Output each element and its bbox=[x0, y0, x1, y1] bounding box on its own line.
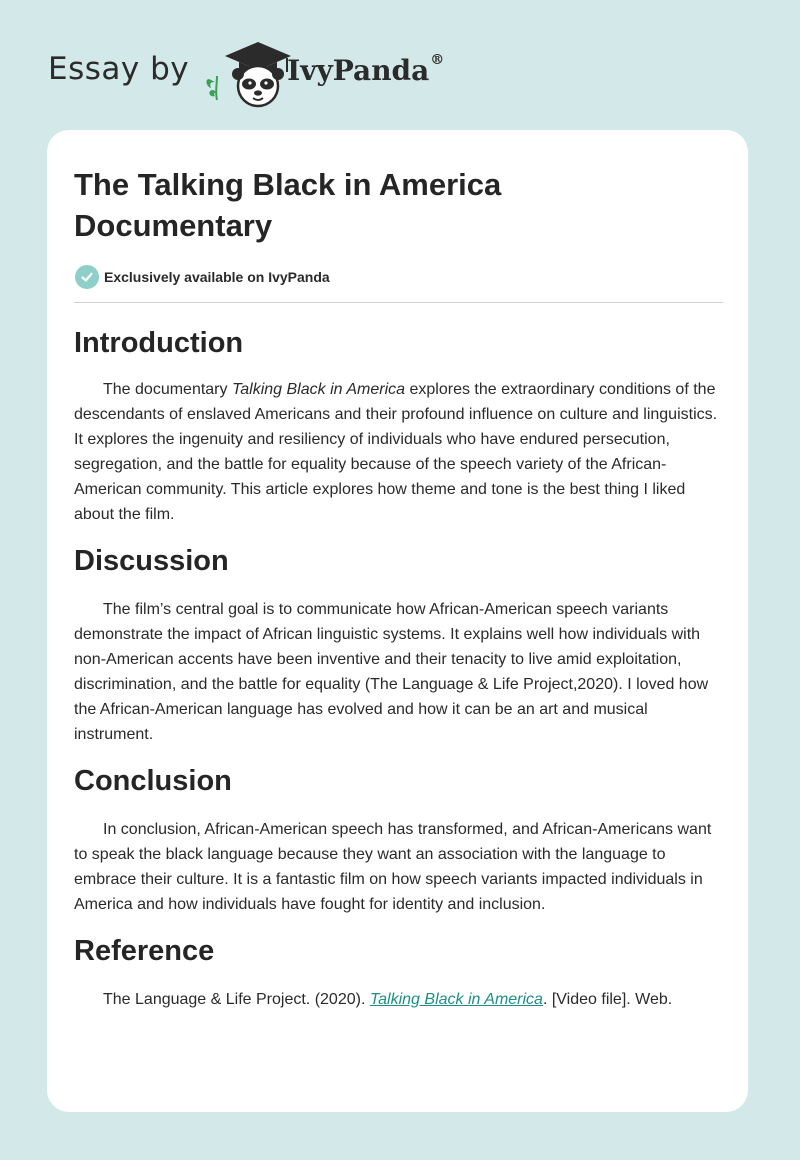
conclusion-paragraph: In conclusion, African-American speech has transformed, and African-Americans want to speak the black language because they want an association with the language to embrace their culture. It is a fantastic film on how speech variants impacted individuals in America and how individuals have fought for identity and inclusion. bbox=[74, 821, 712, 913]
discussion-heading: Discussion bbox=[74, 545, 229, 577]
brand-header bbox=[48, 36, 444, 108]
reference-entry: The Language & Life Project. (2020). Talking Black in America. [Video file]. Web. bbox=[103, 991, 673, 1008]
divider bbox=[74, 302, 723, 303]
exclusive-badge bbox=[74, 265, 721, 289]
discussion-paragraph: The film’s central goal is to communicate how African-American speech variants demonstrate the impact of African linguistic systems. It explains well how individuals with non-American accents have been inventive and their tenacity to live amid exploitation, discrimination, and the battle for equality (The Language & Life Project,2020). I loved how the African-American language has evolved and how it can be an art and musical instrument. bbox=[74, 601, 709, 743]
registered-mark: ® bbox=[430, 51, 445, 68]
brand-name[interactable]: IvyPanda® bbox=[287, 51, 445, 87]
exclusive-label: Exclusively available on IvyPanda bbox=[104, 269, 330, 285]
film-title: Talking Black in America bbox=[231, 381, 406, 398]
reference-link[interactable]: Talking Black in America bbox=[369, 991, 543, 1008]
reference-heading: Reference bbox=[74, 935, 215, 967]
panda-logo-icon[interactable] bbox=[203, 36, 295, 108]
essay-title: The Talking Black in America Documentary bbox=[74, 167, 502, 243]
introduction-heading: Introduction bbox=[74, 327, 244, 359]
essay-card bbox=[47, 130, 748, 1112]
introduction-paragraph: The documentary Talking Black in America explores the extraordinary conditions of the descendants of enslaved Americans and their profound influence on culture and linguistics. It explores the ingenuity and resiliency of individuals who have endured persecution, segregation, and the battle for equality because of the speech variety of the African-American community. This article explores how theme and tone is the best thing I liked about the film. bbox=[74, 381, 718, 523]
brand-prefix: Essay by bbox=[48, 51, 190, 87]
check-icon bbox=[75, 265, 99, 289]
conclusion-heading: Conclusion bbox=[74, 765, 232, 797]
